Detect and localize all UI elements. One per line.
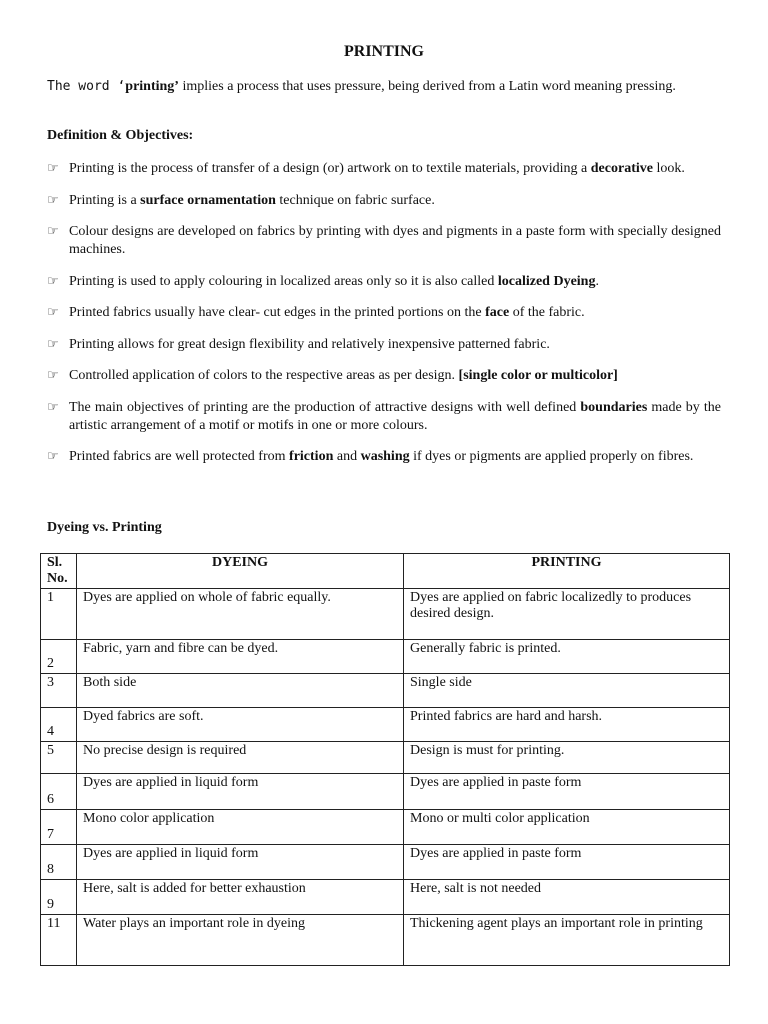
dyeing-cell: Fabric, yarn and fibre can be dyed.	[77, 640, 404, 674]
printing-cell: Dyes are applied on fabric localizedly to produces desired design.	[404, 589, 730, 640]
printing-cell: Single side	[404, 674, 730, 708]
dyeing-cell: Dyes are applied in liquid form	[77, 845, 404, 880]
objectives-list	[47, 160, 721, 480]
row-number: 9	[41, 880, 77, 915]
printing-cell: Thickening agent plays an important role in printing	[404, 915, 730, 966]
row-number: 5	[41, 742, 77, 774]
table-row	[41, 589, 730, 640]
list-item: ☞ Printed fabrics usually have clear- cut edges in the printed portions on the face of the fabric.	[47, 305, 585, 320]
header-printing: PRINTING	[404, 554, 730, 589]
row-number: 8	[41, 845, 77, 880]
printing-cell: Dyes are applied in paste form	[404, 845, 730, 880]
printing-cell: Generally fabric is printed.	[404, 640, 730, 674]
intro-bold-word: printing’	[125, 79, 179, 94]
pointing-hand-icon: ☞	[47, 305, 59, 320]
pointing-hand-icon: ☞	[47, 161, 59, 176]
dyeing-cell: Dyes are applied in liquid form	[77, 774, 404, 810]
pointing-hand-icon: ☞	[47, 449, 59, 464]
dyeing-cell: Here, salt is added for better exhaustion	[77, 880, 404, 915]
list-item: ☞ Controlled application of colors to the respective areas as per design. [single color or multicolor]	[47, 368, 618, 383]
list-item: ☞ The main objectives of printing are the production of attractive designs with well defined boundaries made by the artistic arrangement of a motif or motifs in one or more colours.	[47, 399, 721, 433]
dyeing-cell: Dyes are applied on whole of fabric equally.	[77, 589, 404, 640]
intro-rest: implies a process that uses pressure, being derived from a Latin word meaning pressing.	[178, 79, 676, 94]
row-number: 3	[41, 674, 77, 708]
dyeing-cell: Water plays an important role in dyeing	[77, 915, 404, 966]
table-row	[41, 674, 730, 708]
row-number: 2	[41, 640, 77, 674]
row-number: 7	[41, 810, 77, 845]
comparison-table	[40, 553, 730, 966]
header-sl-no: Sl. No.	[41, 554, 77, 589]
header-dyeing: DYEING	[77, 554, 404, 589]
dyeing-cell: Both side	[77, 674, 404, 708]
intro-lead: The word ‘	[47, 79, 126, 94]
pointing-hand-icon: ☞	[47, 399, 59, 415]
row-number: 4	[41, 708, 77, 742]
pointing-hand-icon: ☞	[47, 192, 59, 208]
page-title: PRINTING	[343, 43, 424, 60]
table-header-row	[41, 554, 730, 589]
pointing-hand-icon: ☞	[47, 273, 59, 289]
table-row	[41, 915, 730, 966]
list-item: ☞ Printing is the process of transfer of a design (or) artwork on to textile materials, providing a decorative look.	[47, 161, 685, 176]
comparison-heading: Dyeing vs. Printing	[47, 520, 162, 535]
dyeing-cell: Mono color application	[77, 810, 404, 845]
printing-cell: Design is must for printing.	[404, 742, 730, 774]
table-row	[41, 742, 730, 774]
table-row	[41, 810, 730, 845]
row-number: 1	[41, 589, 77, 640]
table-row	[41, 708, 730, 742]
printing-cell: Printed fabrics are hard and harsh.	[404, 708, 730, 742]
table-row	[41, 640, 730, 674]
list-item: ☞ Printing allows for great design flexibility and relatively inexpensive patterned fabric.	[47, 336, 550, 352]
intro-paragraph	[47, 78, 721, 96]
dyeing-cell: Dyed fabrics are soft.	[77, 708, 404, 742]
printing-cell: Dyes are applied in paste form	[404, 774, 730, 810]
pointing-hand-icon: ☞	[47, 224, 59, 239]
pointing-hand-icon: ☞	[47, 368, 59, 383]
definition-heading: Definition & Objectives:	[47, 128, 194, 143]
table-row	[41, 845, 730, 880]
dyeing-cell: No precise design is required	[77, 742, 404, 774]
table-row	[41, 880, 730, 915]
row-number: 6	[41, 774, 77, 810]
row-number: 11	[41, 915, 77, 966]
printing-cell: Mono or multi color application	[404, 810, 730, 845]
list-item: ☞ Colour designs are developed on fabrics by printing with dyes and pigments in a paste form with specially designed machines.	[47, 224, 721, 257]
printing-cell: Here, salt is not needed	[404, 880, 730, 915]
pointing-hand-icon: ☞	[47, 336, 59, 352]
list-item: ☞ Printed fabrics are well protected from friction and washing if dyes or pigments are applied properly on fibres.	[47, 449, 694, 464]
table-row	[41, 774, 730, 810]
list-item: ☞ Printing is a surface ornamentation technique on fabric surface.	[47, 192, 435, 208]
list-item: ☞ Printing is used to apply colouring in localized areas only so it is also called localized Dyeing.	[47, 273, 599, 289]
